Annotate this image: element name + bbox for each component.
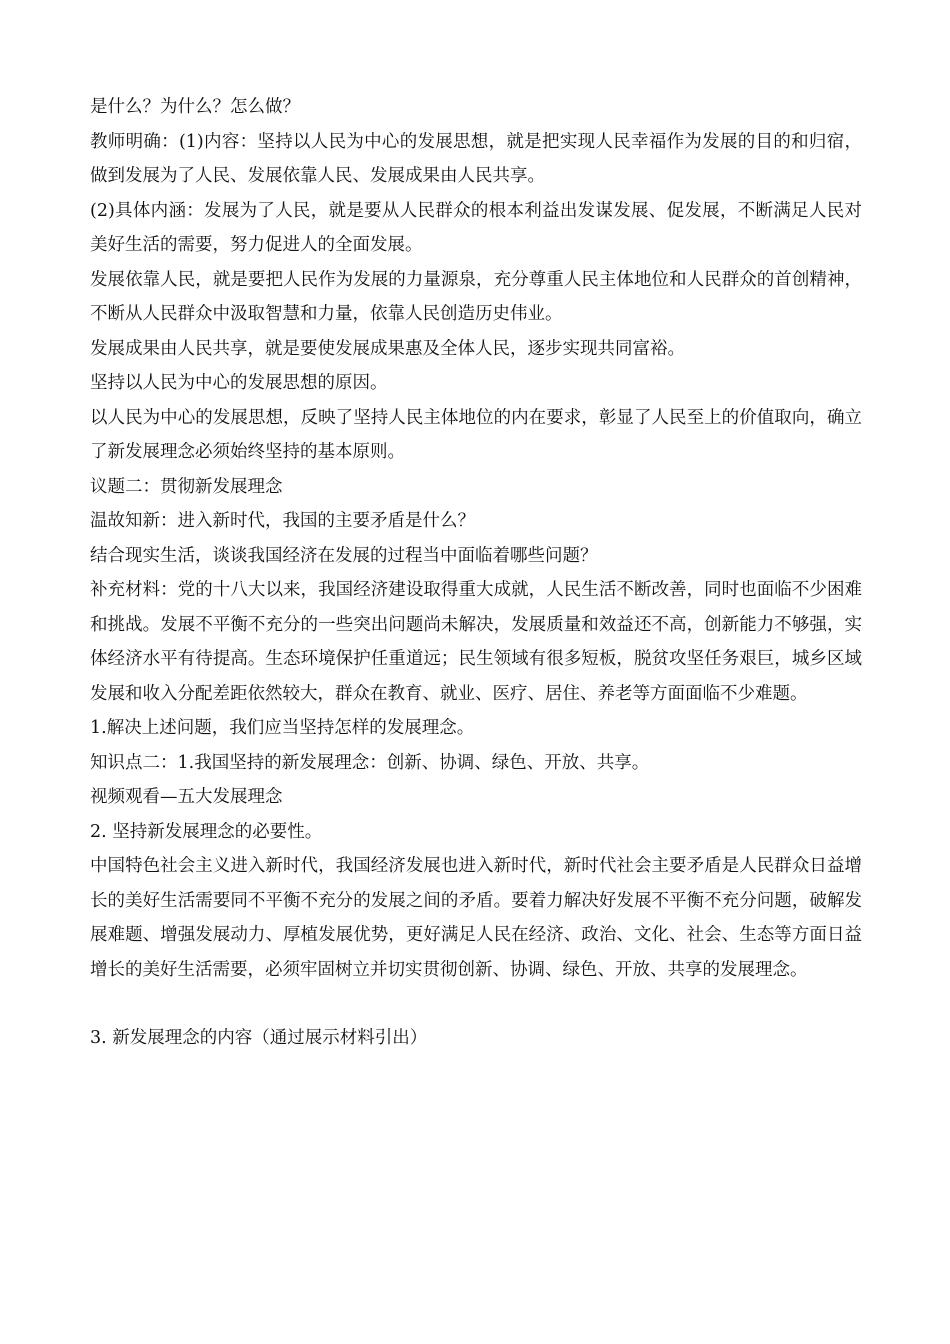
paragraph-necessity-body: 中国特色社会主义进入新时代，我国经济发展也进入新时代，新时代社会主要矛盾是人民群众日益增长的美好生活需要同不平衡不充分的发展之间的矛盾。要着力解决好发展不平衡不充分问题，破解发展难题、增强发展动力、厚植发展优势，更好满足人民在经济、政治、文化、社会、生态等方面日益增长的美好生活需要，必须牢固树立并切实贯彻创新、协调、绿色、开放、共享的发展理念。 xyxy=(90,856,862,980)
paragraph-reason-heading: 坚持以人民为中心的发展思想的原因。 xyxy=(90,373,388,393)
paragraph-reason-body: 以人民为中心的发展思想，反映了坚持人民主体地位的内在要求，彰显了人民至上的价值取向，确立了新发展理念必须始终坚持的基本原则。 xyxy=(90,407,862,462)
paragraph-shared-results: 发展成果由人民共享，就是要使发展成果惠及全体人民，逐步实现共同富裕。 xyxy=(90,338,685,359)
paragraph-content-heading: 3. 新发展理念的内容（通过展示材料引出） xyxy=(90,1028,428,1048)
paragraph-review-question: 温故知新：进入新时代，我国的主要矛盾是什么？ xyxy=(90,511,475,531)
paragraph-rely-on-people: 发展依靠人民，就是要把人民作为发展的力量源泉，充分尊重人民主体地位和人民群众的首创精神，不断从人民群众中汲取智慧和力量，依靠人民创造历史伟业。 xyxy=(90,269,862,324)
paragraph-specific-meaning: (2)具体内涵：发展为了人民，就是要从人民群众的根本利益出发谋发展、促发展，不断满足人民对美好生活的需要，努力促进人的全面发展。 xyxy=(90,200,862,255)
paragraph-necessity-heading: 2. 坚持新发展理念的必要性。 xyxy=(90,821,323,842)
paragraph-question-one: 1.解决上述问题，我们应当坚持怎样的发展理念。 xyxy=(90,718,475,738)
paragraph-questions: 是什么？为什么？怎么做？ xyxy=(90,97,300,117)
paragraph-discussion-question: 结合现实生活，谈谈我国经济在发展的过程当中面临着哪些问题？ xyxy=(90,545,598,566)
paragraph-topic-two: 议题二：贯彻新发展理念 xyxy=(90,476,283,497)
document-page xyxy=(90,90,862,1056)
paragraph-teacher-clarification: 教师明确：(1)内容：坚持以人民为中心的发展思想，就是把实现人民幸福作为发展的目的和归宿，做到发展为了人民、发展依靠人民、发展成果由人民共享。 xyxy=(90,131,862,186)
paragraph-video: 视频观看—五大发展理念 xyxy=(90,787,283,807)
paragraph-knowledge-point-two: 知识点二：1.我国坚持的新发展理念：创新、协调、绿色、开放、共享。 xyxy=(90,752,650,773)
paragraph-supplementary-material: 补充材料：党的十八大以来，我国经济建设取得重大成就，人民生活不断改善，同时也面临不少困难和挑战。发展不平衡不充分的一些突出问题尚未解决，发展质量和效益还不高，创新能力不够强，实体经济水平有待提高。生态环境保护任重道远；民生领域有很多短板，脱贫攻坚任务艰巨，城乡区域发展和收入分配差距依然较大，群众在教育、就业、医疗、居住、养老等方面面临不少难题。 xyxy=(90,580,862,704)
